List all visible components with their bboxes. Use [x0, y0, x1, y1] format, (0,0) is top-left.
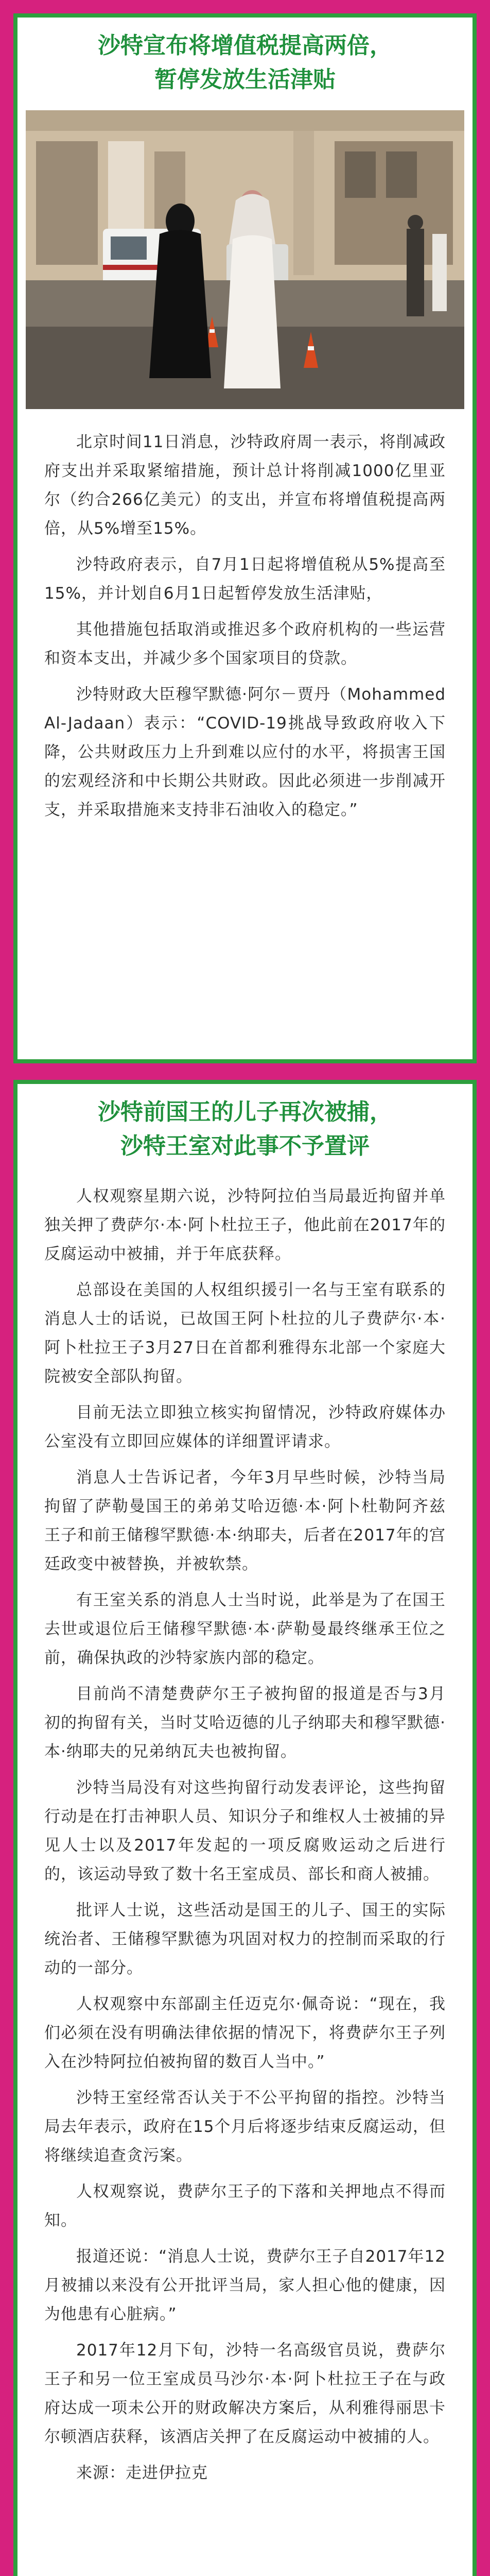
article-card-prince — [13, 1080, 477, 2576]
news-photo — [26, 110, 464, 409]
article-paragraph: 人权观察说，费萨尔王子的下落和关押地点不得而知。 — [44, 2182, 446, 2230]
article-paragraph: 2017年12月下旬，沙特一名高级官员说，费萨尔王子和另一位王室成员马沙尔·本·阿卜杜拉王子在与政府达成一项未公开的财政解决方案后，从利雅得丽思卡尔顿酒店获释，该酒店关押了在反腐运动中被捕的人。 — [44, 2341, 446, 2446]
article-paragraph: 总部设在美国的人权组织援引一名与王室有联系的消息人士的话说，已故国王阿卜杜拉的儿子费萨尔·本·阿卜杜拉王子3月27日在首都利雅得东北部一个家庭大院被安全部队拘留。 — [44, 1281, 446, 1386]
article-headline — [18, 1095, 472, 1163]
article-paragraph: 目前无法立即独立核实拘留情况，沙特政府媒体办公室没有立即回应媒体的详细置评请求。 — [44, 1403, 446, 1451]
article-paragraph: 沙特王室经常否认关于不公平拘留的指控。沙特当局去年表示，政府在15个月后将逐步结束反腐运动，但将继续追查贪污案。 — [44, 2089, 446, 2165]
article-paragraph: 其他措施包括取消或推迟多个政府机构的一些运营和资本支出，并减少多个国家项目的贷款。 — [44, 620, 446, 668]
article-paragraph: 目前尚不清楚费萨尔王子被拘留的报道是否与3月初的拘留有关，当时艾哈迈德的儿子纳耶夫和穆罕默德·本·纳耶夫的兄弟纳瓦夫也被拘留。 — [44, 1685, 446, 1761]
article-card-vat — [13, 13, 477, 1063]
headline-line-2: 暂停发放生活津贴 — [154, 66, 336, 93]
article-source: 来源：走进伊拉克 — [76, 2464, 208, 2482]
article-paragraph: 北京时间11日消息，沙特政府周一表示，将削减政府支出并采取紧缩措施，预计总计将削减1000亿里亚尔（约合266亿美元）的支出，并宣布将增值税提高两倍，从5%增至15%。 — [44, 433, 446, 538]
article-paragraph: 批评人士说，这些活动是国王的儿子、国王的实际统治者、王储穆罕默德为巩固对权力的控制而采取的行动的一部分。 — [44, 1901, 446, 1977]
article-body — [18, 428, 472, 824]
article-paragraph: 人权观察中东部副主任迈克尔·佩奇说：“现在，我们必须在没有明确法律依据的情况下，将费萨尔王子列入在沙特阿拉伯被拘留的数百人当中。” — [44, 1995, 446, 2071]
article-paragraph: 报道还说：“消息人士说，费萨尔王子自2017年12月被捕以来没有公开批评当局，家人担心他的健康，因为他患有心脏病。” — [44, 2247, 446, 2324]
article-paragraph: 人权观察星期六说，沙特阿拉伯当局最近拘留并单独关押了费萨尔·本·阿卜杜拉王子，他此前在2017年的反腐运动中被捕，并于年底获释。 — [44, 1187, 446, 1263]
headline-line-2: 沙特王室对此事不予置评 — [120, 1133, 370, 1159]
headline-line-1: 沙特前国王的儿子再次被捕， — [98, 1099, 392, 1125]
article-headline — [18, 29, 472, 97]
article-paragraph: 有王室关系的消息人士当时说，此举是为了在国王去世或退位后王储穆罕默德·本·萨勒曼最终继承王位之前，确保执政的沙特家族内部的稳定。 — [44, 1591, 446, 1667]
street-scene-illustration — [26, 110, 464, 409]
article-paragraph: 沙特当局没有对这些拘留行动发表评论，这些拘留行动是在打击神职人员、知识分子和维权人士被捕的异见人士以及2017年发起的一项反腐败运动之后进行的，该运动导致了数十名王室成员、部长和商人被捕。 — [44, 1778, 446, 1884]
article-paragraph: 沙特财政大臣穆罕默德·阿尔－贾丹（Mohammed Al-Jadaan）表示：“COVID-19挑战导致政府收入下降，公共财政压力上升到难以应付的水平，将损害王国的宏观经济和中长期公共财政。因此必须进一步削减开支，并采取措施来支持非石油收入的稳定。” — [44, 685, 446, 819]
article-paragraph: 消息人士告诉记者，今年3月早些时候，沙特当局拘留了萨勒曼国王的弟弟艾哈迈德·本·阿卜杜勒阿齐兹王子和前王储穆罕默德·本·纳耶夫，后者在2017年的宫廷政变中被替换，并被软禁。 — [44, 1468, 446, 1573]
article-paragraph: 沙特政府表示，自7月1日起将增值税从5%提高至15%，并计划自6月1日起暂停发放生活津贴， — [44, 555, 446, 603]
headline-line-1: 沙特宣布将增值税提高两倍， — [98, 32, 392, 59]
article-body — [18, 1182, 472, 2487]
